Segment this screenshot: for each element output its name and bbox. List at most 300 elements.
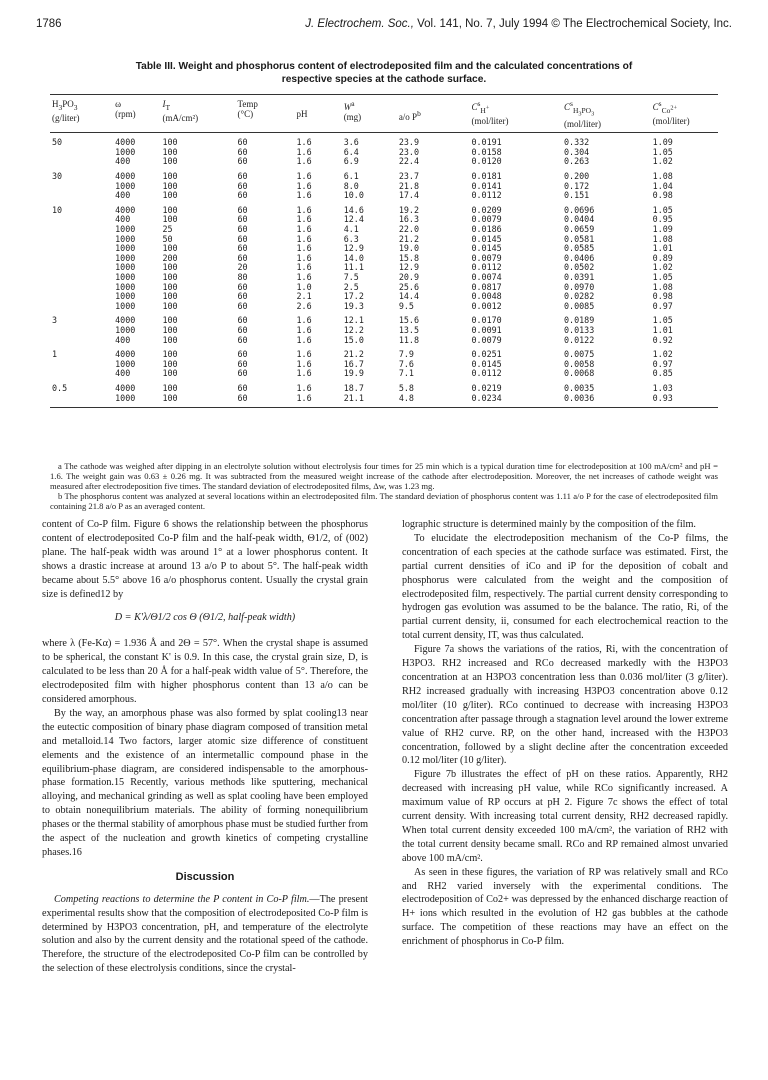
data-table — [50, 95, 718, 403]
table-row — [50, 369, 718, 379]
table-cell: 0.0189 — [564, 315, 595, 326]
table-cell: 21.2 — [343, 349, 364, 360]
table-cell: 0.98 — [652, 190, 673, 201]
cell-concentration: 30 — [52, 171, 63, 182]
table-cell: 8.0 — [343, 180, 359, 191]
table-cell: 100 — [162, 291, 178, 302]
table-cell: 0.0122 — [564, 334, 595, 345]
table-cell: 0.0133 — [564, 324, 595, 335]
table-cell: 0.89 — [652, 252, 673, 263]
cell-concentration — [50, 263, 113, 273]
table-cell: 12.1 — [343, 315, 364, 326]
table-row — [50, 263, 718, 273]
table-cell: 60 — [237, 180, 248, 191]
col-header-ph: pH — [296, 109, 308, 119]
table-cell: 0.97 — [652, 300, 673, 311]
table-cell: 23.7 — [398, 171, 419, 182]
cell-concentration — [50, 302, 113, 312]
table-cell: 1.6 — [296, 262, 312, 273]
col-header-weight: $W^a$ (mg) — [343, 99, 362, 122]
table-row — [50, 326, 718, 336]
col-header-c-h3po3: $C^s_{H_3PO_3}$ (mol/liter) — [564, 99, 601, 130]
table-cell: 60 — [237, 224, 248, 235]
table-cell: 1.6 — [296, 190, 312, 201]
table-cell: 0.0209 — [471, 204, 502, 215]
table-cell: 0.98 — [652, 291, 673, 302]
cell-concentration — [50, 191, 113, 201]
table-cell: 21.1 — [343, 392, 364, 403]
cell-concentration — [50, 360, 113, 370]
table-cell: 18.7 — [343, 382, 364, 393]
table-cell: 100 — [162, 300, 178, 311]
paragraph-competing-text: —The present experimental results show that the composition of electrodeposited Co-P film is determined by H3PO3 concentration, pH, and temperature of the electrolyte solution and also by the current density and the rotational speed of the cathode. Therefore, the structure of the electrodeposited Co-P film can be controlled by the selection of these electrolysis conditions, since the crystal- — [42, 893, 369, 975]
table-row — [50, 206, 718, 216]
paragraph-continuation: lographic structure is determined mainly by the composition of the film. — [402, 519, 696, 530]
table-cell: 0.0181 — [471, 171, 502, 182]
table-cell: 21.8 — [398, 180, 419, 191]
table-cell: 0.0251 — [471, 349, 502, 360]
paragraph-splat-cooling: By the way, an amorphous phase was also formed by splat cooling13 near the eutectic composition of binary phase diagram composed of transition metal and metalloid.14 Two factors, larger atomic size difference of constituent elements and the existence of an intermetallic compound phase in the equilibrium-phase diagram, are considered indispensable to the amorphous-phase formation.15 Recently, various methods like sputtering, mechanical alloying, and mechanical grinding as well as splat cooling have been employed to obtain nonequilibrium materials. The ability of forming nonequilibrium phases or the thermal stability of amorphous phase must be studied further from the aspect of the nucleation and growth kinetics of competing crystalline phases.16 — [42, 707, 368, 858]
cell-concentration — [50, 148, 113, 158]
table-cell: 60 — [237, 243, 248, 254]
table-cell: 4000 — [115, 349, 136, 360]
table-cell: 0.0091 — [471, 324, 502, 335]
table-header-row — [50, 95, 718, 132]
table-cell: 100 — [162, 315, 178, 326]
table-cell: 1000 — [115, 281, 136, 292]
table-cell: 16.7 — [343, 358, 364, 369]
table-cell: 0.93 — [652, 392, 673, 403]
col-header-temp: Temp (°C) — [237, 99, 258, 119]
table-cell: 0.0079 — [471, 252, 502, 263]
table-cell: 3.6 — [343, 137, 359, 148]
table-cell: 1.03 — [652, 382, 673, 393]
table-cell: 0.0186 — [471, 224, 502, 235]
table-cell: 1000 — [115, 180, 136, 191]
table-cell: 1.05 — [652, 272, 673, 283]
cell-concentration: 0.5 — [52, 382, 68, 393]
table-cell: 0.0158 — [471, 146, 502, 157]
table-cell: 23.0 — [398, 146, 419, 157]
table-cell: 4000 — [115, 382, 136, 393]
journal-name: J. Electrochem. Soc., — [305, 18, 414, 30]
table-cell: 1.6 — [296, 243, 312, 254]
table-cell: 1.6 — [296, 334, 312, 345]
table-row — [50, 273, 718, 283]
table-cell: 12.4 — [343, 214, 364, 225]
table-cell: 0.0079 — [471, 214, 502, 225]
table-cell: 100 — [162, 272, 178, 283]
table-cell: 1.6 — [296, 358, 312, 369]
table-cell: 1000 — [115, 300, 136, 311]
table-cell: 6.1 — [343, 171, 359, 182]
table-cell: 60 — [237, 204, 248, 215]
table-row — [50, 384, 718, 394]
table-cell: 1.6 — [296, 214, 312, 225]
table-cell: 0.0404 — [564, 214, 595, 225]
table-cell: 4000 — [115, 137, 136, 148]
cell-concentration — [50, 235, 113, 245]
table-cell: 100 — [162, 349, 178, 360]
table-cell: 1000 — [115, 252, 136, 263]
table-cell: 0.0817 — [471, 281, 502, 292]
subsection-title: Competing reactions to determine the P content in Co-P film. — [54, 893, 310, 905]
cell-concentration: 1 — [52, 349, 58, 360]
table-cell: 17.2 — [343, 291, 364, 302]
table-cell: 60 — [237, 349, 248, 360]
table-cell: 100 — [162, 243, 178, 254]
table-cell: 1.6 — [296, 224, 312, 235]
table-cell: 60 — [237, 146, 248, 157]
table-cell: 1000 — [115, 262, 136, 273]
table-cell: 1000 — [115, 291, 136, 302]
table-cell: 100 — [162, 171, 178, 182]
table-cell: 19.2 — [398, 204, 419, 215]
cell-concentration — [50, 369, 113, 379]
table-cell: 0.0581 — [564, 233, 595, 244]
table-row — [50, 302, 718, 312]
table-cell: 16.3 — [398, 214, 419, 225]
table-cell: 60 — [237, 156, 248, 167]
col-header-rpm: ω (rpm) — [115, 99, 136, 119]
table-cell: 12.2 — [343, 324, 364, 335]
table-cell: 1.6 — [296, 349, 312, 360]
table-row — [50, 360, 718, 370]
table-cell: 1.6 — [296, 392, 312, 403]
cell-concentration — [50, 182, 113, 192]
table-row — [50, 350, 718, 360]
col-header-p-content: a/o $P^b$ — [398, 109, 421, 122]
table-cell: 1.6 — [296, 137, 312, 148]
table-cell: 7.9 — [398, 349, 414, 360]
table-cell: 1.08 — [652, 171, 673, 182]
table-cell: 60 — [237, 358, 248, 369]
cell-concentration — [50, 244, 113, 254]
paragraph-figure-7a: Figure 7a shows the variations of the ratios, Ri, with the concentration of H3PO3. RH2 increased and RCo decreased markedly with the H3PO3 concentration at an H3PO3 concentration less than 0.036 mol/liter (3 g/liter). RH2 increased gradually with increasing H3PO3 concentration above 0.12 mol/liter (10 g/liter). RCo continued to decrease with increasing H3PO3 concentration after passage through a stagnation level around the lower extreme value of RH2 curve. RP, on the other hand, increased with the H3PO3 concentration, followed by a slight decline after the concentration exceeded 0.12 mol/liter (10 g/liter). — [402, 644, 728, 767]
table-cell: 21.2 — [398, 233, 419, 244]
table-cell: 0.0970 — [564, 281, 595, 292]
cell-concentration — [50, 292, 113, 302]
table-row — [50, 172, 718, 182]
table-cell: 0.332 — [564, 137, 590, 148]
table-cell: 1.6 — [296, 146, 312, 157]
table-cell: 0.0036 — [564, 392, 595, 403]
table-cell: 0.0391 — [564, 272, 595, 283]
table-cell: 1.0 — [296, 281, 312, 292]
table-cell: 1000 — [115, 233, 136, 244]
table-cell: 22.4 — [398, 156, 419, 167]
cell-concentration: 50 — [52, 137, 63, 148]
table-row — [50, 235, 718, 245]
table-cell: 0.0074 — [471, 272, 502, 283]
table-cell: 100 — [162, 382, 178, 393]
table-cell: 100 — [162, 281, 178, 292]
paragraph-figure-7b: Figure 7b illustrates the effect of pH on these ratios. Apparently, RH2 decreased with increasing pH value, while RCo significantly increased. A maximum value of RP occurs at pH 2. Figure 7c shows the effect of total current density. With increasing total current density, RH2 decreased rapidly. When total current density exceeded 100 mA/cm², the variation of RH2 with the total current density became small. RCo and RP remained almost unvaried above 100 mA/cm². — [402, 769, 728, 864]
table-cell: 0.0085 — [564, 300, 595, 311]
table-footnotes — [50, 461, 718, 511]
left-column — [42, 518, 368, 976]
table-cell: 22.0 — [398, 224, 419, 235]
table-cell: 11.1 — [343, 262, 364, 273]
table-cell: 14.0 — [343, 252, 364, 263]
table-row — [50, 292, 718, 302]
table-cell: 100 — [162, 190, 178, 201]
table-cell: 0.263 — [564, 156, 590, 167]
table-cell: 14.6 — [343, 204, 364, 215]
table-cell: 0.0145 — [471, 243, 502, 254]
table-row — [50, 225, 718, 235]
table-cell: 0.0406 — [564, 252, 595, 263]
table-cell: 400 — [115, 190, 131, 201]
table-cell: 100 — [162, 137, 178, 148]
table-cell: 2.5 — [343, 281, 359, 292]
table-cell: 17.4 — [398, 190, 419, 201]
table-cell: 0.172 — [564, 180, 590, 191]
table-row — [50, 157, 718, 167]
table-row — [50, 394, 718, 404]
table-cell: 23.9 — [398, 137, 419, 148]
cell-concentration — [50, 157, 113, 167]
table-cell: 1.6 — [296, 368, 312, 379]
table-cell: 0.92 — [652, 334, 673, 345]
table-cell: 0.200 — [564, 171, 590, 182]
table-cell: 1000 — [115, 224, 136, 235]
caption-line-1: Table III. Weight and phosphorus content of electrodeposited film and the calculated concentrations of — [135, 61, 633, 72]
table-cell: 6.3 — [343, 233, 359, 244]
table-cell: 0.85 — [652, 368, 673, 379]
table-row — [50, 191, 718, 201]
table-cell: 100 — [162, 368, 178, 379]
table-cell: 100 — [162, 358, 178, 369]
table-cell: 0.0696 — [564, 204, 595, 215]
table-cell: 60 — [237, 190, 248, 201]
table-cell: 12.9 — [398, 262, 419, 273]
table-row — [50, 244, 718, 254]
table-cell: 50 — [162, 233, 173, 244]
table-cell: 1000 — [115, 146, 136, 157]
table-cell: 10.0 — [343, 190, 364, 201]
table-row — [50, 254, 718, 264]
section-heading-discussion: Discussion — [175, 870, 235, 883]
cell-concentration: 10 — [52, 204, 63, 215]
table-cell: 100 — [162, 214, 178, 225]
table-cell: 1.05 — [652, 146, 673, 157]
table-cell: 4.8 — [398, 392, 414, 403]
table-cell: 1000 — [115, 272, 136, 283]
table-cell: 60 — [237, 233, 248, 244]
table-cell: 1.09 — [652, 224, 673, 235]
table-cell: 1.04 — [652, 180, 673, 191]
table-cell: 1.6 — [296, 272, 312, 283]
table-cell: 1.6 — [296, 204, 312, 215]
table-cell: 2.1 — [296, 291, 312, 302]
table-cell: 0.0068 — [564, 368, 595, 379]
table-cell: 0.0659 — [564, 224, 595, 235]
table-cell: 0.0234 — [471, 392, 502, 403]
table-cell: 60 — [237, 392, 248, 403]
table-cell: 100 — [162, 146, 178, 157]
cell-concentration — [50, 273, 113, 283]
paragraph-mechanism: To elucidate the electrodeposition mechanism of the Co-P films, the concentration of each species at the cathode surface was estimated. First, the partial current densities of iCo and iP for the deposition of cobalt and phosphorus were calculated from the weight and the composition of electrodeposited film, respectively. The partial current density corresponding to hydrogen gas evolution was assumed to be the balance. The ratio, Ri, of the partial current density, ii, consumed for each electrochemical reaction to the total current density, IT, was thus calculated. — [402, 532, 728, 642]
table-cell: 0.0282 — [564, 291, 595, 302]
volume-info: Vol. 141, No. 7, July 1994 © The Electrochemical Society, Inc. — [417, 18, 732, 30]
col-header-current: $I_T$ (mA/cm²) — [162, 99, 199, 123]
table-cell: 0.0058 — [564, 358, 595, 369]
table-cell: 0.0012 — [471, 300, 502, 311]
table-cell: 19.3 — [343, 300, 364, 311]
table-container — [50, 94, 718, 408]
table-cell: 100 — [162, 334, 178, 345]
table-cell: 60 — [237, 214, 248, 225]
table-cell: 12.9 — [343, 243, 364, 254]
table-cell: 5.8 — [398, 382, 414, 393]
table-cell: 0.304 — [564, 146, 590, 157]
table-cell: 1.6 — [296, 180, 312, 191]
table-cell: 1000 — [115, 324, 136, 335]
table-cell: 25 — [162, 224, 173, 235]
table-cell: 2.6 — [296, 300, 312, 311]
table-cell: 1.08 — [652, 233, 673, 244]
table-cell: 15.0 — [343, 334, 364, 345]
table-cell: 1.6 — [296, 382, 312, 393]
cell-concentration — [50, 215, 113, 225]
table-cell: 1.02 — [652, 262, 673, 273]
cell-concentration — [50, 394, 113, 404]
table-cell: 0.0112 — [471, 190, 502, 201]
table-cell: 1.6 — [296, 233, 312, 244]
page-number: 1786 — [36, 18, 62, 30]
table-row — [50, 138, 718, 148]
table-cell: 19.0 — [398, 243, 419, 254]
journal-citation — [305, 18, 732, 30]
table-cell: 0.0112 — [471, 368, 502, 379]
table-bottom-rule — [50, 407, 718, 408]
table-cell: 1.6 — [296, 171, 312, 182]
table-cell: 0.0035 — [564, 382, 595, 393]
footnote-b: b The phosphorus content was analyzed at several locations within an electrodeposited film. The standard deviation of phosphorus content was 1.11 a/o P for the case of electrodeposited film containing 21.8 a/o P as an averaged content. — [50, 491, 718, 511]
table-cell: 100 — [162, 180, 178, 191]
table-cell: 1.6 — [296, 324, 312, 335]
table-cell: 1.08 — [652, 281, 673, 292]
table-cell: 0.0120 — [471, 156, 502, 167]
table-cell: 100 — [162, 324, 178, 335]
table-cell: 100 — [162, 392, 178, 403]
paragraph-amorphous: where λ (Fe-Kα) = 1.936 Å and 2Θ = 57°. When the crystal shape is assumed to be spherical, the constant K' is 0.9. In this case, the crystal grain size, D, is calculated to be less than 20 Å for a half-peak width value of 5°. Therefore, the electrodeposited film with higher phosphorus content than 13 a/o can be considered amorphous. — [42, 638, 368, 705]
running-head — [36, 18, 732, 34]
table-cell: 19.9 — [343, 368, 364, 379]
paragraph-conclusion: As seen in these figures, the variation of RP was relatively small and RCo and RH2 varied inversely with the experimental conditions. The electrodeposition of Co2+ was depressed by the enhanced discharge reaction of H+ ions which resulted in the evolution of H2 gas bubbles at the cathode surface. The competition of these reactions may have an effect on the enrichment of phosphorus in Co-P film. — [402, 866, 728, 948]
col-header-c-h: $C^s_{H^+}$ (mol/liter) — [471, 99, 509, 126]
table-cell: 0.0048 — [471, 291, 502, 302]
table-cell: 60 — [237, 315, 248, 326]
table-cell: 100 — [162, 156, 178, 167]
paragraph-competing-reactions — [42, 893, 368, 976]
table-cell: 0.0145 — [471, 358, 502, 369]
table-cell: 400 — [115, 156, 131, 167]
table-cell: 4000 — [115, 171, 136, 182]
cell-concentration: 3 — [52, 315, 58, 326]
table-cell: 6.9 — [343, 156, 359, 167]
table-cell: 9.5 — [398, 300, 414, 311]
col-header-h3po3: $H_3PO_3$ (g/liter) — [52, 99, 80, 123]
table-cell: 0.0141 — [471, 180, 502, 191]
table-cell: 60 — [237, 368, 248, 379]
table-cell: 0.0112 — [471, 262, 502, 273]
table-row — [50, 316, 718, 326]
table-cell: 60 — [237, 291, 248, 302]
cell-concentration — [50, 326, 113, 336]
table-cell: 1.6 — [296, 252, 312, 263]
table-cell: 20 — [237, 262, 248, 273]
table-cell: 0.97 — [652, 358, 673, 369]
table-cell: 1.02 — [652, 349, 673, 360]
table-caption — [60, 60, 708, 86]
cell-concentration — [50, 283, 113, 293]
table-cell: 60 — [237, 334, 248, 345]
table-row — [50, 283, 718, 293]
table-cell: 0.95 — [652, 214, 673, 225]
table-cell: 0.0585 — [564, 243, 595, 254]
table-cell: 60 — [237, 137, 248, 148]
table-cell: 1.05 — [652, 315, 673, 326]
table-cell: 0.0079 — [471, 334, 502, 345]
table-cell: 7.1 — [398, 368, 414, 379]
table-cell: 400 — [115, 334, 131, 345]
table-cell: 20.9 — [398, 272, 419, 283]
table-cell: 14.4 — [398, 291, 419, 302]
table-cell: 0.0170 — [471, 315, 502, 326]
table-cell: 15.6 — [398, 315, 419, 326]
table-cell: 1.09 — [652, 137, 673, 148]
table-cell: 1.6 — [296, 156, 312, 167]
table-cell: 15.8 — [398, 252, 419, 263]
table-cell: 200 — [162, 252, 178, 263]
col-header-c-co: $C^s_{Co^{2+}}$ (mol/liter) — [652, 99, 690, 126]
cell-concentration — [50, 225, 113, 235]
table-cell: 60 — [237, 382, 248, 393]
table-cell: 60 — [237, 281, 248, 292]
table-cell: 1.6 — [296, 315, 312, 326]
table-cell: 0.0145 — [471, 233, 502, 244]
right-column — [402, 518, 728, 949]
table-cell: 1.01 — [652, 243, 673, 254]
paragraph-grain-size: content of Co-P film. Figure 6 shows the relationship between the phosphorus content of electrodeposited Co-P film and the half-peak width, Θ1/2, of (002) plane. The half-peak width was around 1° at a lower phosphorus content. It shows a drastic increase at around 13 a/o P to about 5°. The half-peak width became about 5.5° above 16 a/o phosphorus content. Usually the crystal grain size is defined12 by — [42, 519, 368, 600]
table-cell: 1.05 — [652, 204, 673, 215]
table-row — [50, 336, 718, 346]
table-row — [50, 148, 718, 158]
caption-line-2: respective species at the cathode surface. — [281, 74, 487, 85]
table-cell: 11.8 — [398, 334, 419, 345]
table-cell: 13.5 — [398, 324, 419, 335]
table-cell: 6.4 — [343, 146, 359, 157]
table-cell: 400 — [115, 214, 131, 225]
table-cell: 0.0075 — [564, 349, 595, 360]
table-cell: 1000 — [115, 358, 136, 369]
table-body — [50, 133, 718, 403]
table-cell: 4000 — [115, 315, 136, 326]
table-cell: 60 — [237, 171, 248, 182]
table-cell: 0.151 — [564, 190, 590, 201]
equation-scherrer: D = K'λ/Θ1/2 cos Θ (Θ1/2, half-peak width) — [114, 612, 296, 624]
table-cell: 4000 — [115, 204, 136, 215]
table-cell: 0.0191 — [471, 137, 502, 148]
table-cell: 100 — [162, 204, 178, 215]
table-cell: 80 — [237, 272, 248, 283]
table-cell: 60 — [237, 300, 248, 311]
cell-concentration — [50, 336, 113, 346]
table-cell: 0.0502 — [564, 262, 595, 273]
table-cell: 0.0219 — [471, 382, 502, 393]
